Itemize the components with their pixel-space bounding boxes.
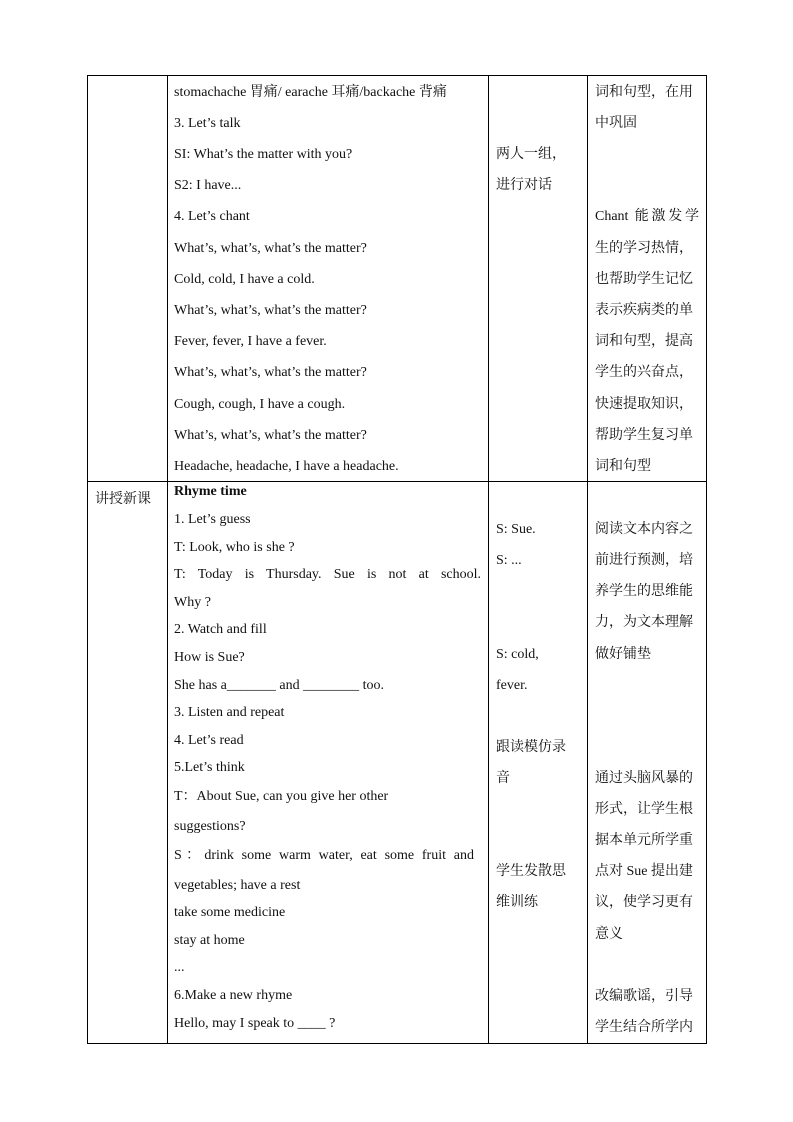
student-line: S: cold,: [496, 647, 539, 662]
content-line: Fever, fever, I have a fever.: [174, 334, 327, 349]
intent-line: 快速提取知识，: [595, 397, 693, 412]
content-line: 4. Let’s chant: [174, 209, 250, 224]
content-line: Hello, may I speak to ____ ?: [174, 1016, 336, 1031]
column-divider-content: [488, 75, 489, 1044]
content-line: 4. Let’s read: [174, 733, 244, 748]
content-line: S：drink some warm water, eat some fruit and: [174, 848, 474, 863]
student-line: 维训练: [496, 895, 538, 910]
content-line: 3. Let’s talk: [174, 116, 241, 131]
content-line: She has a_______ and ________ too.: [174, 678, 384, 693]
content-line: 2. Watch and fill: [174, 622, 267, 637]
content-line: vegetables; have a rest: [174, 878, 301, 893]
intent-line: Chant 能激发学: [595, 209, 699, 224]
intent-line: 议，使学习更有: [595, 895, 693, 910]
content-line: stay at home: [174, 933, 245, 948]
content-line: 6.Make a new rhyme: [174, 988, 293, 1003]
content-line: 5.Let’s think: [174, 760, 245, 775]
table-border-bottom: [87, 1043, 707, 1044]
intent-line: 养学生的思维能: [595, 584, 693, 599]
content-line: T: Today is Thursday. Sue is not at school.: [174, 567, 481, 582]
column-divider-stage: [167, 75, 168, 1044]
intent-line: 通过头脑风暴的: [595, 771, 693, 786]
content-line: 1. Let’s guess: [174, 512, 251, 527]
content-line: What’s, what’s, what’s the matter?: [174, 241, 367, 256]
table-border-left: [87, 75, 88, 1044]
section-heading: Rhyme time: [174, 484, 247, 499]
content-line: What’s, what’s, what’s the matter?: [174, 428, 367, 443]
intent-line: 表示疾病类的单: [595, 303, 693, 318]
intent-line: 力，为文本理解: [595, 615, 693, 630]
student-line: S: Sue.: [496, 522, 536, 537]
intent-line: 形式，让学生根: [595, 802, 693, 817]
content-line: 3. Listen and repeat: [174, 705, 285, 720]
intent-line: 词和句型: [595, 459, 651, 474]
stage-label: 讲授新课: [95, 492, 151, 507]
student-line: 学生发散思: [496, 864, 566, 879]
content-line: Cough, cough, I have a cough.: [174, 397, 346, 412]
intent-line: 前进行预测，培: [595, 553, 693, 568]
content-line: What’s, what’s, what’s the matter?: [174, 365, 367, 380]
table-border-right: [706, 75, 707, 1044]
content-line: T：About Sue, can you give her other: [174, 789, 389, 804]
content-line: suggestions?: [174, 819, 246, 834]
intent-line: 点对 Sue 提出建: [595, 864, 693, 879]
content-line: How is Sue?: [174, 650, 245, 665]
content-line: ...: [174, 960, 185, 975]
intent-line: 意义: [595, 927, 623, 942]
intent-line: 阅读文本内容之: [595, 522, 693, 537]
lesson-plan-table: [87, 75, 707, 1044]
content-line: SI: What’s the matter with you?: [174, 147, 353, 162]
student-line: 进行对话: [496, 178, 552, 193]
intent-line: 改编歌谣，引导: [595, 989, 693, 1004]
column-divider-student: [587, 75, 588, 1044]
student-line: S: ...: [496, 553, 522, 568]
content-line: T: Look, who is she ?: [174, 540, 295, 555]
student-line: 两人一组，: [496, 147, 566, 162]
content-line: Cold, cold, I have a cold.: [174, 272, 315, 287]
content-line: stomachache 胃痛/ earache 耳痛/backache 背痛: [174, 85, 447, 100]
student-line: 跟读模仿录: [496, 740, 566, 755]
intent-line: 帮助学生复习单: [595, 428, 693, 443]
intent-line: 学生的兴奋点，: [595, 365, 693, 380]
intent-line: 做好铺垫: [595, 647, 651, 662]
intent-line: 中巩固: [595, 116, 637, 131]
intent-line: 也帮助学生记忆: [595, 272, 693, 287]
intent-line: 词和句型，提高: [595, 334, 693, 349]
row-divider: [87, 481, 707, 482]
student-line: fever.: [496, 678, 528, 693]
content-line: take some medicine: [174, 905, 286, 920]
content-line: S2: I have...: [174, 178, 242, 193]
intent-line: 学生结合所学内: [595, 1020, 693, 1035]
intent-line: 据本单元所学重: [595, 833, 693, 848]
table-border-top: [87, 75, 707, 76]
content-line: Why ?: [174, 595, 211, 610]
intent-line: 生的学习热情，: [595, 241, 693, 256]
intent-line: 词和句型，在用: [595, 85, 693, 100]
content-line: What’s, what’s, what’s the matter?: [174, 303, 367, 318]
student-line: 音: [496, 771, 510, 786]
content-line: Headache, headache, I have a headache.: [174, 459, 399, 474]
